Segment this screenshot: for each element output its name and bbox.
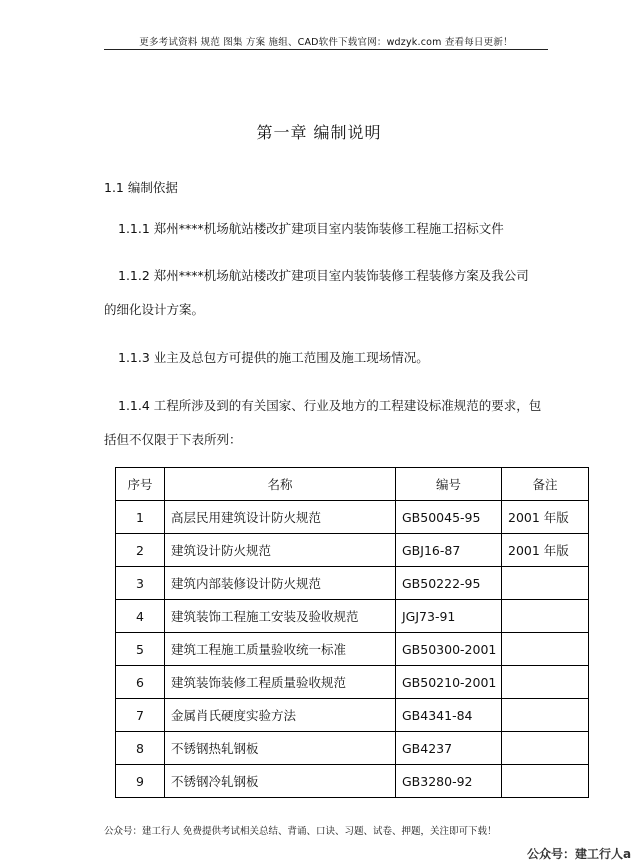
section-1-1-4-line2: 括但不仅限于下表所列： — [104, 432, 242, 447]
row-index: 8 — [116, 732, 165, 765]
row-note: 2001 年版 — [502, 534, 589, 567]
row-name: 不锈钢冷轧钢板 — [165, 765, 396, 798]
section-1-1-heading: 1.1 编制依据 — [104, 180, 178, 195]
row-index: 9 — [116, 765, 165, 798]
row-name: 不锈钢热轧钢板 — [165, 732, 396, 765]
row-index: 7 — [116, 699, 165, 732]
row-note — [502, 600, 589, 633]
section-1-1-2-line1: 1.1.2 郑州****机场航站楼改扩建项目室内装饰装修工程装修方案及我公司 — [118, 268, 529, 283]
section-1-1-1: 1.1.1 郑州****机场航站楼改扩建项目室内装饰装修工程施工招标文件 — [118, 221, 504, 236]
table-row — [116, 666, 589, 699]
row-code: GB50300-2001 — [396, 633, 502, 666]
row-note — [502, 666, 589, 699]
row-note — [502, 567, 589, 600]
row-name: 高层民用建筑设计防火规范 — [165, 501, 396, 534]
chapter-title: 第一章 编制说明 — [256, 123, 382, 142]
row-index: 6 — [116, 666, 165, 699]
row-code: GB50222-95 — [396, 567, 502, 600]
table-row — [116, 534, 589, 567]
row-name: 建筑装饰工程施工安装及验收规范 — [165, 600, 396, 633]
row-name: 建筑设计防火规范 — [165, 534, 396, 567]
row-note — [502, 765, 589, 798]
row-code: GB3280-92 — [396, 765, 502, 798]
row-code: GB50210-2001 — [396, 666, 502, 699]
row-note: 2001 年版 — [502, 501, 589, 534]
section-1-1-4-line1: 1.1.4 工程所涉及到的有关国家、行业及地方的工程建设标准规范的要求，包 — [118, 398, 542, 413]
table-row — [116, 501, 589, 534]
row-name: 建筑装饰装修工程质量验收规范 — [165, 666, 396, 699]
table-row — [116, 765, 589, 798]
row-code: GB4341-84 — [396, 699, 502, 732]
row-note — [502, 732, 589, 765]
section-1-1-2-line2: 的细化设计方案。 — [104, 302, 205, 317]
row-index: 1 — [116, 501, 165, 534]
row-code: GB50045-95 — [396, 501, 502, 534]
row-index: 2 — [116, 534, 165, 567]
row-index: 5 — [116, 633, 165, 666]
header-index: 序号 — [116, 468, 165, 501]
row-index: 3 — [116, 567, 165, 600]
row-index: 4 — [116, 600, 165, 633]
header-note: 更多考试资料 规范 图集 方案 施组、CAD软件下载官网：wdzyk.com 查看每日更新！ — [139, 37, 513, 48]
table-row — [116, 600, 589, 633]
row-code: GBJ16-87 — [396, 534, 502, 567]
watermark-text: 公众号：建工行人a — [527, 847, 632, 861]
table-row — [116, 699, 589, 732]
header-name: 名称 — [165, 468, 396, 501]
row-code: JGJ73-91 — [396, 600, 502, 633]
table-row — [116, 567, 589, 600]
row-name: 金属肖氏硬度实验方法 — [165, 699, 396, 732]
row-code: GB4237 — [396, 732, 502, 765]
table-row — [116, 633, 589, 666]
table-row — [116, 732, 589, 765]
row-name: 建筑工程施工质量验收统一标准 — [165, 633, 396, 666]
header-code: 编号 — [396, 468, 502, 501]
row-note — [502, 633, 589, 666]
header-note-col: 备注 — [502, 468, 589, 501]
table-header-row — [116, 468, 589, 501]
header-rule — [104, 49, 548, 50]
standards-table — [115, 467, 589, 798]
row-name: 建筑内部装修设计防火规范 — [165, 567, 396, 600]
footer-note: 公众号：建工行人 免费提供考试相关总结、背诵、口诀、习题、试卷、押题，关注即可下载！ — [104, 826, 497, 837]
row-note — [502, 699, 589, 732]
section-1-1-3: 1.1.3 业主及总包方可提供的施工范围及施工现场情况。 — [118, 350, 429, 365]
